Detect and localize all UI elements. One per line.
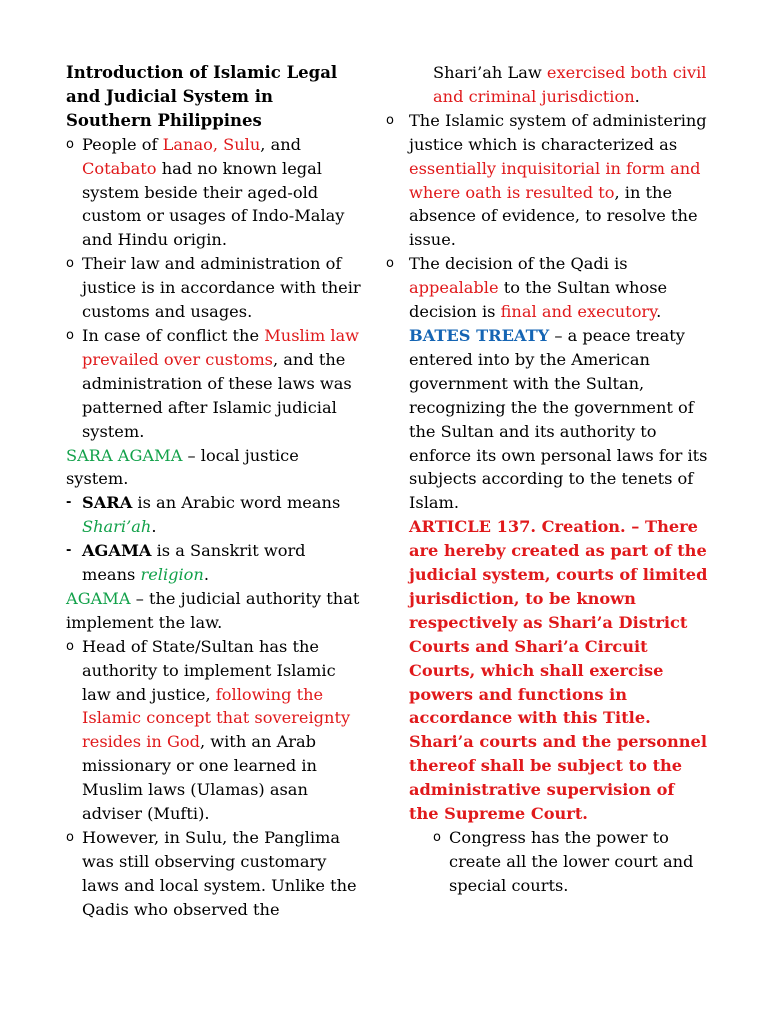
bullet-marker: o (66, 830, 74, 845)
definition-sara-agama: SARA AGAMA – local justice system. (66, 445, 299, 489)
bullet-marker: o (66, 327, 74, 343)
article-137: ARTICLE 137. Creation. – There are hereby created as part of the judicial system, courts of limited jurisdiction, to be known respectively as Shari’a District Courts and Shari’a Circuit Courts, which shall exercise powers and functions in accordance with this Title. Shari’a courts and the personnel thereof shall be subject to the administrative supervision of the Supreme Court. (409, 517, 708, 824)
list-item (66, 491, 362, 539)
list-item-text: The Islamic system of administering justice which is characterized as essentially inquisitorial in form and where oath is resulted to, in the absence of evidence, to resolve the issue. (409, 110, 707, 250)
list-item (66, 826, 362, 922)
list-item (66, 539, 362, 587)
bullet-marker: o (66, 136, 74, 152)
list-item-text: Head of State/Sultan has the authority to implement Islamic law and justice, following the Islamic concept that sovereignty resides in God, with an Arab missionary or one learned in Muslim laws (Ulamas) asan adviser (Mufti). (82, 636, 351, 824)
definition-bates-treaty: BATES TREATY – a peace treaty entered into by the American government with the Sultan, recognizing the the government of the Sultan and its authority to enforce its own personal laws for its subjects according to the tenets of Islam. (409, 325, 708, 513)
left-column (66, 61, 362, 922)
section-title: Introduction of Islamic Legal and Judicial System in Southern Philippines (66, 63, 338, 130)
dash-marker: - (66, 495, 72, 511)
list-item-text: AGAMA is a Sanskrit word means religion. (82, 541, 306, 585)
list-item (66, 324, 362, 444)
right-column (386, 61, 709, 898)
list-item (386, 109, 709, 252)
list-item (66, 252, 362, 324)
list-item-text: Their law and administration of justice is in accordance with their customs and usages. (82, 254, 361, 322)
list-item-text: In case of conflict the Muslim law prevailed over customs, and the administration of these laws was patterned after Islamic judicial system. (82, 325, 360, 441)
bullet-marker: o (66, 638, 74, 654)
bullet-marker: o (433, 830, 441, 845)
list-item-text: Congress has the power to create all the lower court and special courts. (449, 828, 694, 895)
continued-text: Shari’ah Law exercised both civil and criminal jurisdiction. (433, 63, 707, 106)
list-item-text: However, in Sulu, the Panglima was still observing customary laws and local system. Unlike the Qadis who observed the (82, 828, 357, 919)
bullet-marker: o (386, 256, 394, 272)
definition-agama: AGAMA – the judicial authority that implement the law. (66, 588, 360, 632)
list-item (386, 252, 709, 324)
dash-marker: - (66, 543, 72, 559)
list-item (433, 826, 709, 898)
bullet-marker: o (386, 112, 394, 128)
list-item-text: People of Lanao, Sulu, and Cotabato had no known legal system beside their aged-old custom or usages of Indo-Malay and Hindu origin. (82, 134, 345, 250)
list-item-text: The decision of the Qadi is appealable to the Sultan whose decision is final and executory. (409, 254, 668, 322)
list-item (66, 133, 362, 253)
list-item (66, 635, 362, 826)
list-item-text: SARA is an Arabic word means Shari’ah. (82, 493, 341, 537)
bullet-marker: o (66, 256, 74, 272)
